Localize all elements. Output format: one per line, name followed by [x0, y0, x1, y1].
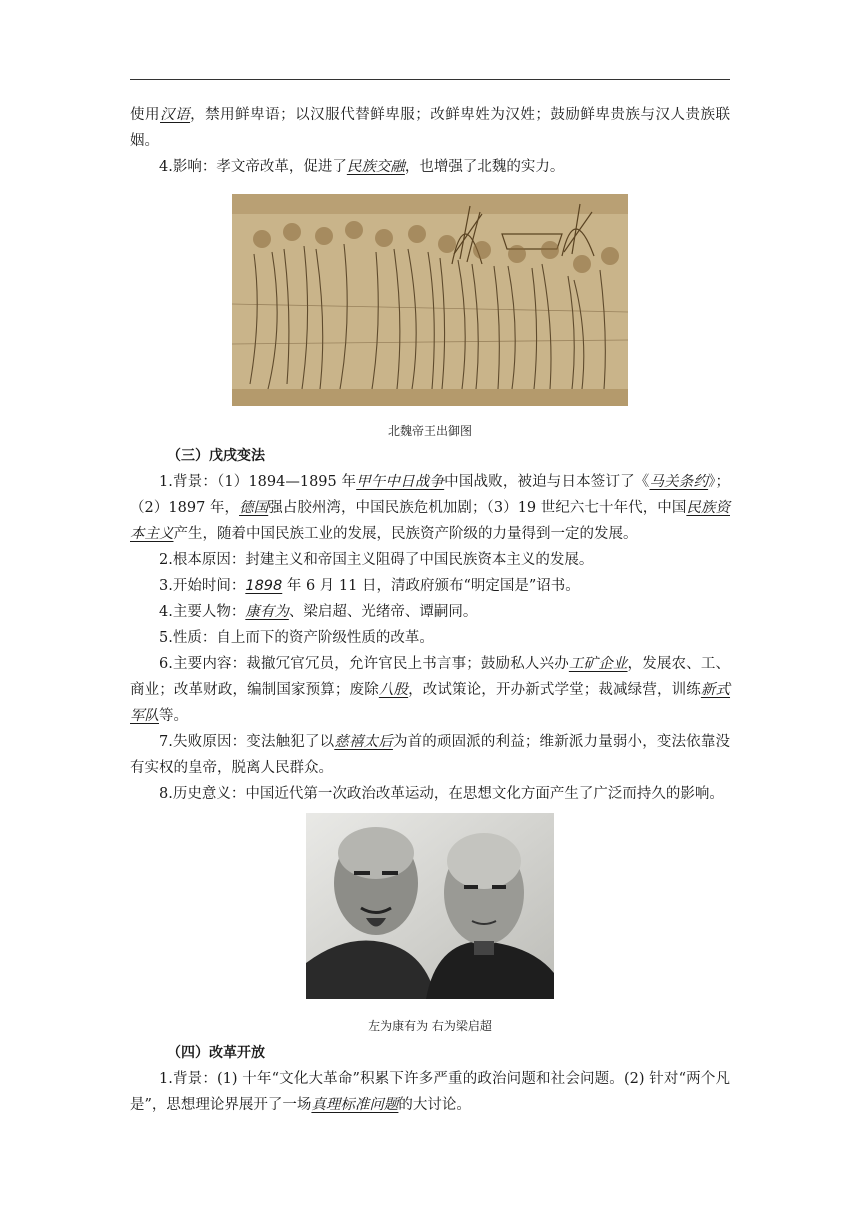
reform-item-background [130, 1066, 730, 1118]
text: 为首的顽固派的利益；维新派力量弱小，变法依靠没有实权的皇帝，脱离人民群众。 [130, 734, 730, 776]
text: 、梁启超、光绪帝、谭嗣同。 [288, 604, 478, 620]
underlined-term: 1898 [245, 578, 283, 594]
text: 8.历史意义：中国近代第一次政治改革运动，在思想文化方面产生了广泛而持久的影响。 [159, 786, 724, 802]
underlined-term: 德国 [239, 500, 269, 516]
underlined-term: 马关条约 [649, 474, 709, 490]
text: 4.影响：孝文帝改革，促进了 [159, 159, 347, 175]
underlined-term: 民族交融 [346, 159, 405, 175]
underlined-term: 真理标准问题 [311, 1097, 399, 1113]
text: ，发展农、工、商业；改革财政，编制国家预算；废除 [130, 656, 731, 698]
text: ，也增强了北魏的实力。 [404, 159, 565, 175]
text: 强占胶州湾，中国民族危机加剧；（3）19 世纪六七十年代，中国 [268, 500, 687, 516]
wuxu-item-key-figures [130, 599, 730, 625]
wuxu-item-significance [130, 781, 730, 807]
text: 年 6 月 11 日，清政府颁布“明定国是”诏书。 [282, 578, 580, 594]
wuxu-item-failure-reasons [130, 729, 730, 781]
text: 2.根本原因：封建主义和帝国主义阻碍了中国民族资本主义的发展。 [159, 552, 594, 568]
text: 中国战败，被迫与日本签订了《 [444, 474, 650, 490]
text: 的大讨论。 [398, 1097, 471, 1113]
paragraph-impact [130, 154, 730, 180]
text: 5.性质：自上而下的资产阶级性质的改革。 [159, 630, 434, 646]
text: 7.失败原因：变法触犯了以 [159, 734, 335, 750]
wuxu-item-background [130, 469, 730, 547]
wuxu-item-content [130, 651, 730, 729]
figure-caption: 北魏帝王出御图 [387, 424, 472, 438]
portrait-photo-image [306, 813, 554, 999]
header-rule [130, 79, 730, 80]
text: ，改试策论，开办新式学堂；裁减绿营，训练 [408, 682, 701, 698]
underlined-term: 八股 [378, 682, 409, 698]
figure-northern-wei-procession [130, 194, 730, 441]
underlined-term: 康有为 [245, 604, 289, 620]
text: 4.主要人物： [159, 604, 246, 620]
procession-relief-image [232, 194, 628, 406]
text: 》；（2）1897 年， [130, 474, 731, 516]
text: ，禁用鲜卑语；以汉服代替鲜卑服；改鲜卑姓为汉姓；鼓励鲜卑贵族与汉人贵族联姻。 [130, 107, 731, 149]
text: 1.背景：(1) 十年“文化大革命”积累下许多严重的政治问题和社会问题。(2) 针对“两个凡是”，思想理论界展开了一场 [130, 1071, 730, 1113]
text: 1.背景：（1）1894—1895 年 [159, 474, 357, 490]
figure-kang-liang-portraits [130, 813, 730, 1036]
figure-caption: 左为康有为 右为梁启超 [368, 1019, 492, 1033]
underlined-term: 汉语 [160, 107, 191, 123]
text: 6.主要内容：裁撤冗官冗员，允许官民上书言事；鼓励私人兴办 [159, 656, 569, 672]
text: 3.开始时间： [159, 578, 246, 594]
section-title-wuxu: （三）戊戌变法 [167, 448, 265, 464]
underlined-term: 新式军队 [130, 682, 731, 724]
paragraph-reform-measures [130, 102, 730, 154]
underlined-term: 民族资本主义 [130, 500, 730, 542]
text: 等。 [159, 708, 188, 724]
section-title-reform-opening: （四）改革开放 [167, 1045, 265, 1061]
wuxu-item-nature [130, 625, 730, 651]
document-body [130, 102, 730, 1118]
text: 使用 [130, 107, 161, 123]
text: 产生，随着中国民族工业的发展，民族资产阶级的力量得到一定的发展。 [173, 526, 638, 542]
underlined-term: 甲午中日战争 [356, 474, 445, 490]
wuxu-item-start-time [130, 573, 730, 599]
underlined-term: 慈禧太后 [334, 734, 393, 750]
underlined-term: 工矿企业 [568, 656, 628, 672]
wuxu-item-root-cause [130, 547, 730, 573]
